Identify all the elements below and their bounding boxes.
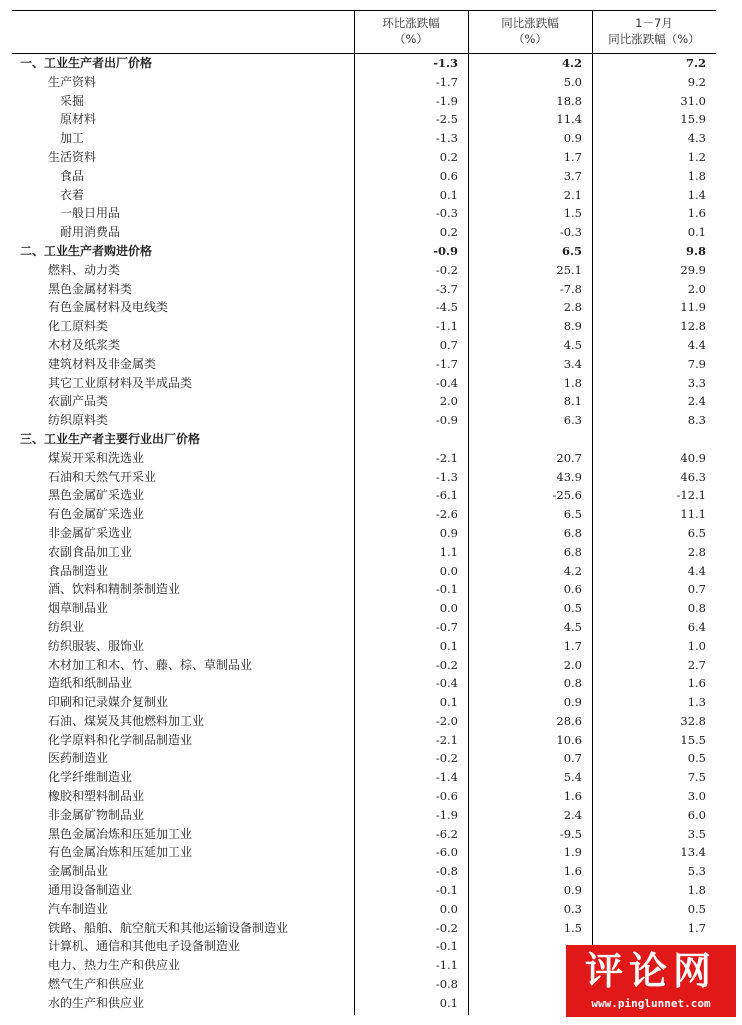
row-mom-value: -0.4 <box>435 375 458 390</box>
row-ytd-value: 4.4 <box>687 337 706 352</box>
column-divider <box>354 10 355 1015</box>
row-ytd-value: 1.7 <box>687 920 706 935</box>
row-ytd-value: 2.4 <box>687 394 706 409</box>
row-ytd-value: 29.9 <box>680 262 706 277</box>
row-mom-value: -1.7 <box>435 356 458 371</box>
table-row <box>12 392 716 411</box>
table-row <box>12 524 716 543</box>
header-ytd <box>592 15 716 47</box>
row-label: 水的生产和供应业 <box>48 995 145 1010</box>
table-row <box>12 712 716 731</box>
row-label: 黑色金属矿采选业 <box>48 488 145 503</box>
row-mom-value: -2.0 <box>435 713 458 728</box>
row-mom-value: -1.7 <box>435 74 458 89</box>
row-ytd-value: 1.3 <box>687 695 706 710</box>
row-label: 石油、煤炭及其他燃料加工业 <box>48 713 205 728</box>
row-ytd-value: 0.7 <box>687 582 706 597</box>
row-label: 木材及纸浆类 <box>48 337 121 352</box>
row-yoy-value: 6.5 <box>561 243 582 258</box>
header-yoy-unit: （%） <box>513 32 547 46</box>
row-yoy-value: 0.5 <box>563 601 582 616</box>
row-mom-value: -1.1 <box>435 958 458 973</box>
row-mom-value: -1.3 <box>435 131 458 146</box>
row-yoy-value: 8.1 <box>563 394 582 409</box>
row-yoy-value: 18.8 <box>556 93 582 108</box>
table-row <box>12 449 716 468</box>
row-yoy-value: 25.1 <box>556 262 582 277</box>
row-yoy-value: 2.8 <box>563 300 582 315</box>
row-label: 化工原料类 <box>48 319 109 334</box>
row-ytd-value: 31.0 <box>680 93 706 108</box>
row-mom-value: -6.2 <box>435 826 458 841</box>
row-mom-value: -6.0 <box>435 845 458 860</box>
row-mom-value: -0.1 <box>435 582 458 597</box>
row-mom-value: 0.2 <box>439 149 458 164</box>
header-mom-unit: （%） <box>394 32 428 46</box>
row-label: 黑色金属冶炼和压延加工业 <box>48 826 193 841</box>
row-yoy-value: 6.8 <box>563 525 582 540</box>
row-yoy-value: -7.8 <box>559 281 582 296</box>
row-ytd-value: 2.8 <box>687 544 706 559</box>
row-yoy-value: 1.9 <box>563 845 582 860</box>
row-yoy-value: 11.4 <box>556 112 582 127</box>
row-mom-value: 0.0 <box>439 563 458 578</box>
table-row <box>12 110 716 129</box>
row-label: 生产资料 <box>48 74 97 89</box>
row-label: 生活资料 <box>48 149 97 164</box>
table-row <box>12 505 716 524</box>
row-mom-value: -2.1 <box>435 732 458 747</box>
row-label: 食品制造业 <box>48 563 109 578</box>
table-row <box>12 486 716 505</box>
row-mom-value: 0.1 <box>439 187 458 202</box>
row-yoy-value: 2.1 <box>563 187 582 202</box>
row-ytd-value: 8.3 <box>687 413 706 428</box>
header-mom-title: 环比涨跌幅 <box>382 16 440 30</box>
row-mom-value: -0.1 <box>435 939 458 954</box>
table-row <box>12 768 716 787</box>
row-label: 黑色金属材料类 <box>48 281 133 296</box>
row-yoy-value <box>468 975 582 994</box>
row-ytd-value: 32.8 <box>680 713 706 728</box>
row-label: 衣着 <box>60 187 85 202</box>
row-yoy-value: 2.4 <box>563 807 582 822</box>
row-label: 化学纤维制造业 <box>48 770 133 785</box>
row-ytd-value: 0.8 <box>687 601 706 616</box>
row-yoy-value: -25.6 <box>552 488 582 503</box>
row-mom-value: 0.0 <box>439 601 458 616</box>
row-label: 纺织服装、服饰业 <box>48 638 145 653</box>
row-label: 有色金属矿采选业 <box>48 507 145 522</box>
row-ytd-value: 0.1 <box>687 225 706 240</box>
table-row <box>12 693 716 712</box>
row-label: 橡胶和塑料制品业 <box>48 789 145 804</box>
row-label: 农副食品加工业 <box>48 544 133 559</box>
row-mom-value: -1.9 <box>435 93 458 108</box>
row-ytd-value: 6.0 <box>687 807 706 822</box>
row-yoy-value: 1.5 <box>563 920 582 935</box>
table-row <box>12 806 716 825</box>
row-ytd-value: 4.4 <box>687 563 706 578</box>
row-yoy-value: 0.9 <box>563 883 582 898</box>
row-mom-value: 0.0 <box>439 901 458 916</box>
row-ytd-value: 1.4 <box>687 187 706 202</box>
row-label: 医药制造业 <box>48 751 109 766</box>
row-label: 三、工业生产者主要行业出厂价格 <box>20 431 201 446</box>
table-row <box>12 167 716 186</box>
row-ytd-value: 1.6 <box>687 676 706 691</box>
header-ytd-title: 同比涨跌幅（%） <box>608 32 700 46</box>
row-mom-value: 0.2 <box>439 225 458 240</box>
row-ytd-value: 11.1 <box>680 507 706 522</box>
table-row <box>12 411 716 430</box>
table-header <box>12 10 716 54</box>
row-label: 烟草制品业 <box>48 601 109 616</box>
table-row <box>12 54 716 73</box>
row-yoy-value: 4.2 <box>561 56 582 70</box>
row-ytd-value: 1.8 <box>687 883 706 898</box>
row-ytd-value: 1.8 <box>687 168 706 183</box>
row-label: 采掘 <box>60 93 85 108</box>
row-mom-value: -1.3 <box>433 56 458 70</box>
row-label: 铁路、船舶、航空航天和其他运输设备制造业 <box>48 920 289 935</box>
table-row <box>12 656 716 675</box>
table-row <box>12 749 716 768</box>
table-body <box>12 54 716 1013</box>
row-mom-value: -2.1 <box>435 450 458 465</box>
row-yoy-value: 1.5 <box>563 206 582 221</box>
row-yoy-value: 3.7 <box>563 168 582 183</box>
row-mom-value: -1.4 <box>435 770 458 785</box>
header-yoy <box>468 15 592 47</box>
table-row <box>12 543 716 562</box>
table-row <box>12 825 716 844</box>
row-ytd-value: 0.5 <box>687 751 706 766</box>
row-yoy-value: 0.7 <box>563 751 582 766</box>
row-yoy-value: 8.9 <box>563 319 582 334</box>
row-label: 非金属矿采选业 <box>48 525 133 540</box>
row-label: 通用设备制造业 <box>48 883 133 898</box>
row-mom-value: 2.0 <box>439 394 458 409</box>
row-mom-value: -3.7 <box>435 281 458 296</box>
table-row <box>12 242 716 261</box>
row-ytd-value: 3.0 <box>687 789 706 804</box>
row-label: 非金属矿物制品业 <box>48 807 145 822</box>
table-row <box>12 92 716 111</box>
table-row <box>12 787 716 806</box>
column-divider <box>468 10 469 1015</box>
row-yoy-value: 5.0 <box>563 74 582 89</box>
row-yoy-value: -9.5 <box>559 826 582 841</box>
row-label: 造纸和纸制品业 <box>48 676 133 691</box>
row-ytd-value: 15.9 <box>680 112 706 127</box>
price-table <box>12 10 716 1013</box>
column-divider <box>592 10 593 1015</box>
row-label: 燃料、动力类 <box>48 262 121 277</box>
row-mom-value: -0.8 <box>435 977 458 992</box>
row-ytd-value: 9.2 <box>687 74 706 89</box>
table-row <box>12 336 716 355</box>
table-row <box>12 355 716 374</box>
row-ytd-value: 3.3 <box>687 375 706 390</box>
table-row <box>12 374 716 393</box>
header-ytd-period: 1－7月 <box>635 16 673 30</box>
table-row <box>12 261 716 280</box>
row-label: 食品 <box>60 168 85 183</box>
row-ytd-value: 1.2 <box>687 149 706 164</box>
row-mom-value: -0.3 <box>435 206 458 221</box>
row-mom-value: -0.2 <box>435 920 458 935</box>
row-label: 计算机、通信和其他电子设备制造业 <box>48 939 241 954</box>
table-row <box>12 204 716 223</box>
row-yoy-value: -0.3 <box>559 225 582 240</box>
row-mom-value: 0.6 <box>439 168 458 183</box>
row-label: 耐用消费品 <box>60 225 121 240</box>
row-label: 其它工业原材料及半成品类 <box>48 375 193 390</box>
row-mom-value: -2.6 <box>435 507 458 522</box>
table-row <box>12 148 716 167</box>
row-ytd-value: 15.5 <box>680 732 706 747</box>
table-row <box>12 129 716 148</box>
row-yoy-value: 10.6 <box>556 732 582 747</box>
table-row <box>12 900 716 919</box>
row-label: 木材加工和木、竹、藤、棕、草制品业 <box>48 657 253 672</box>
row-label: 金属制品业 <box>48 864 109 879</box>
table-row <box>12 186 716 205</box>
row-mom-value: 0.1 <box>439 995 458 1010</box>
row-ytd-value: 46.3 <box>680 469 706 484</box>
row-yoy-value: 5.4 <box>563 770 582 785</box>
row-ytd-value: 0.5 <box>687 901 706 916</box>
table-row <box>12 580 716 599</box>
row-yoy-value: 1.7 <box>563 638 582 653</box>
row-label: 电力、热力生产和供应业 <box>48 958 181 973</box>
row-yoy-value: 1.7 <box>563 149 582 164</box>
row-label: 一、工业生产者出厂价格 <box>20 56 153 70</box>
table-row <box>12 298 716 317</box>
table-row <box>12 862 716 881</box>
table-row <box>12 280 716 299</box>
row-label: 煤炭开采和洗选业 <box>48 450 145 465</box>
table-row <box>12 430 716 449</box>
row-mom-value: 0.7 <box>439 337 458 352</box>
row-ytd-value: 7.2 <box>685 56 706 70</box>
row-yoy-value: 4.2 <box>563 563 582 578</box>
table-row <box>12 562 716 581</box>
row-ytd-value: 5.3 <box>687 864 706 879</box>
row-yoy-value: 0.6 <box>563 582 582 597</box>
table-row <box>12 919 716 938</box>
row-ytd-value: 2.0 <box>687 281 706 296</box>
table-row <box>12 637 716 656</box>
watermark-url: www.pinglunnet.com <box>591 997 711 1010</box>
row-label: 汽车制造业 <box>48 901 109 916</box>
row-yoy-value: 6.8 <box>563 544 582 559</box>
row-mom-value: -0.7 <box>435 619 458 634</box>
row-yoy-value: 0.9 <box>563 131 582 146</box>
row-ytd-value: 40.9 <box>680 450 706 465</box>
row-label: 原材料 <box>60 112 97 127</box>
row-ytd-value: 9.8 <box>685 243 706 258</box>
row-mom-value: -1.9 <box>435 807 458 822</box>
header-mom <box>354 15 468 47</box>
row-ytd-value: 11.9 <box>680 300 706 315</box>
table-row <box>12 618 716 637</box>
row-label: 印刷和记录媒介复制业 <box>48 695 169 710</box>
row-label: 纺织业 <box>48 619 85 634</box>
row-mom-value: -0.2 <box>435 262 458 277</box>
row-label: 燃气生产和供应业 <box>48 977 145 992</box>
row-yoy-value: 1.6 <box>563 789 582 804</box>
table-row <box>12 468 716 487</box>
row-mom-value: 1.1 <box>439 544 458 559</box>
row-label: 农副产品类 <box>48 394 109 409</box>
row-ytd-value: 2.7 <box>687 657 706 672</box>
row-label: 一般日用品 <box>60 206 121 221</box>
row-yoy-value: 43.9 <box>556 469 582 484</box>
row-mom-value: -0.2 <box>435 751 458 766</box>
row-ytd-value: 12.8 <box>680 319 706 334</box>
row-ytd-value: 1.6 <box>687 206 706 221</box>
row-label: 有色金属冶炼和压延加工业 <box>48 845 193 860</box>
row-mom-value: 0.9 <box>439 525 458 540</box>
row-ytd-value: 13.4 <box>680 845 706 860</box>
row-yoy-value: 28.6 <box>556 713 582 728</box>
row-yoy-value: 6.5 <box>563 507 582 522</box>
table-row <box>12 599 716 618</box>
table-row <box>12 73 716 92</box>
row-label: 有色金属材料及电线类 <box>48 300 169 315</box>
row-ytd-value: 6.5 <box>687 525 706 540</box>
row-yoy-value: 2.0 <box>563 657 582 672</box>
row-yoy-value: 4.5 <box>563 337 582 352</box>
row-yoy-value: 6.3 <box>563 413 582 428</box>
row-label: 纺织原料类 <box>48 413 109 428</box>
row-mom-value: -0.8 <box>435 864 458 879</box>
row-yoy-value: 0.8 <box>563 676 582 691</box>
row-label: 酒、饮料和精制茶制造业 <box>48 582 181 597</box>
row-mom-value: -0.1 <box>435 883 458 898</box>
row-mom-value: 0.1 <box>439 638 458 653</box>
row-ytd-value: 6.4 <box>687 619 706 634</box>
row-label: 加工 <box>60 131 85 146</box>
row-mom-value: -0.9 <box>435 413 458 428</box>
row-yoy-value: 0.9 <box>563 695 582 710</box>
row-mom-value: -0.4 <box>435 676 458 691</box>
row-mom-value: -0.6 <box>435 789 458 804</box>
row-ytd-value: 7.5 <box>687 770 706 785</box>
row-ytd-value: 1.0 <box>687 638 706 653</box>
row-mom-value: -1.3 <box>435 469 458 484</box>
row-label: 建筑材料及非金属类 <box>48 356 157 371</box>
row-ytd-value: 3.5 <box>687 826 706 841</box>
row-mom-value: -6.1 <box>435 488 458 503</box>
row-mom-value: -0.9 <box>433 243 458 258</box>
row-yoy-value: 20.7 <box>556 450 582 465</box>
watermark-logo-text: 评论网 <box>584 949 717 993</box>
table-row <box>12 674 716 693</box>
row-label: 化学原料和化学制品制造业 <box>48 732 193 747</box>
row-yoy-value: 1.8 <box>563 375 582 390</box>
row-mom-value: 0.1 <box>439 695 458 710</box>
row-yoy-value: 3.4 <box>563 356 582 371</box>
row-mom-value: -0.2 <box>435 657 458 672</box>
row-yoy-value: 4.5 <box>563 619 582 634</box>
row-yoy-value: 0.3 <box>563 901 582 916</box>
row-ytd-value: -12.1 <box>676 488 706 503</box>
table-row <box>12 843 716 862</box>
row-mom-value: -4.5 <box>435 300 458 315</box>
row-yoy-value: 1.6 <box>563 864 582 879</box>
row-mom-value: -1.1 <box>435 319 458 334</box>
row-ytd-value: 4.3 <box>687 131 706 146</box>
row-label: 二、工业生产者购进价格 <box>20 243 153 258</box>
header-yoy-title: 同比涨跌幅 <box>501 16 559 30</box>
table-row <box>12 317 716 336</box>
table-row <box>12 881 716 900</box>
row-mom-value: -2.5 <box>435 112 458 127</box>
table-row <box>12 223 716 242</box>
row-ytd-value: 7.9 <box>687 356 706 371</box>
row-label: 石油和天然气开采业 <box>48 469 157 484</box>
table-row <box>12 731 716 750</box>
site-watermark <box>566 945 736 1017</box>
